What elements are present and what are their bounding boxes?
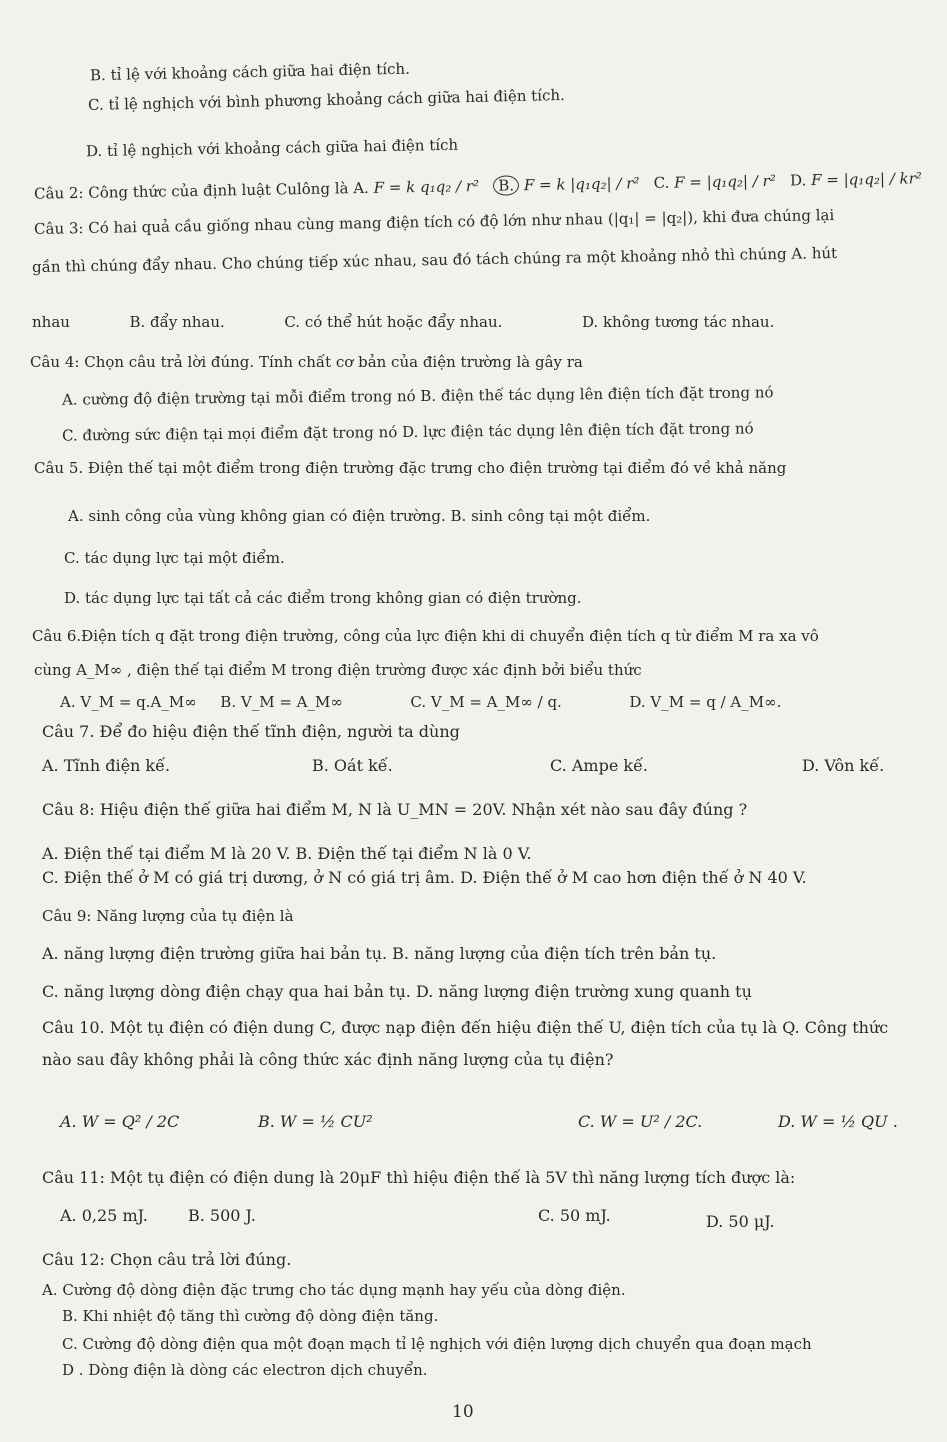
q5-stem: Câu 5. Điện thế tại một điểm trong điện trường đặc trưng cho điện trường tại điểm đó về khả năng: [34, 459, 787, 477]
q3-option-d: D. không tương tác nhau.: [581, 313, 775, 331]
q9-stem: Câu 9: Năng lượng của tụ điện là: [42, 907, 294, 925]
q12-option-c: C. Cường độ dòng điện qua một đoạn mạch tỉ lệ nghịch với điện lượng dịch chuyển qua đoạn mạch: [62, 1335, 812, 1353]
page-number: 10: [452, 1402, 474, 1422]
q10-option-d: D. W = ½ QU .: [778, 1112, 898, 1131]
q10-option-b: B. W = ½ CU²: [258, 1112, 373, 1131]
q2-c-label: C.: [653, 173, 670, 192]
q2-d-formula: F = |q₁q₂| / kr²: [810, 169, 922, 190]
q5-option-c: C. tác dụng lực tại một điểm.: [64, 549, 285, 567]
q3-option-a-cont: nhau: [32, 313, 70, 331]
q6-option-a: A. V_M = q.A_M∞: [60, 693, 197, 711]
q7-option-a: A. Tĩnh điện kế.: [42, 756, 171, 775]
q11-option-c: C. 50 mJ.: [538, 1206, 611, 1225]
q10-option-c: C. W = U² / 2C.: [578, 1112, 703, 1131]
q7-option-d: D. Vôn kế.: [802, 756, 885, 775]
q4-options-ab: A. cường độ điện trường tại mỗi điểm trong nó B. điện thế tác dụng lên điện tích đặt trong nó: [61, 383, 774, 409]
q9-options-ab: A. năng lượng điện trường giữa hai bản tụ. B. năng lượng của điện tích trên bản tụ.: [42, 944, 717, 963]
q6-option-c: C. V_M = A_M∞ / q.: [410, 693, 562, 711]
q3-line1: Câu 3: Có hai quả cầu giống nhau cùng mang điện tích có độ lớn như nhau (|q₁| = |q₂|), khi đưa chúng lại: [33, 206, 835, 238]
q3-option-c: C. có thể hút hoặc đẩy nhau.: [284, 313, 503, 331]
q3-line2: gần thì chúng đẩy nhau. Cho chúng tiếp xúc nhau, sau đó tách chúng ra một khoảng nhỏ thì chúng A. hút: [31, 243, 838, 277]
q7-option-b: B. Oát kế.: [312, 756, 393, 775]
q7-stem: Câu 7. Để đo hiệu điện thế tĩnh điện, người ta dùng: [42, 722, 460, 741]
q2-b-formula: F = k |q₁q₂| / r²: [523, 174, 640, 195]
q2-stem: Câu 2: Công thức của định luật Culông là: [33, 179, 349, 203]
q7-option-c: C. Ampe kế.: [550, 756, 648, 775]
q10-line1: Câu 10. Một tụ điện có điện dung C, được nạp điện đến hiệu điện thế U, điện tích của tụ là Q. Công thức: [42, 1018, 889, 1037]
q10-option-a: A. W = Q² / 2C: [60, 1112, 180, 1131]
q2-row: [34, 168, 922, 203]
q8-options-ab: A. Điện thế tại điểm M là 20 V. B. Điện thế tại điểm N là 0 V.: [42, 844, 532, 863]
q9-options-cd: C. năng lượng dòng điện chạy qua hai bản tụ. D. năng lượng điện trường xung quanh tụ: [42, 982, 752, 1001]
q12-option-a: A. Cường độ dòng điện đặc trưng cho tác dụng mạnh hay yếu của dòng điện.: [42, 1281, 626, 1299]
q6-option-d: D. V_M = q / A_M∞.: [629, 693, 782, 711]
q12-option-b: B. Khi nhiệt độ tăng thì cường độ dòng điện tăng.: [62, 1307, 439, 1325]
q3-option-b: B. đẩy nhau.: [129, 313, 225, 331]
q4-stem: Câu 4: Chọn câu trả lời đúng. Tính chất cơ bản của điện trường là gây ra: [30, 353, 583, 371]
q6-line1: Câu 6.Điện tích q đặt trong điện trường, công của lực điện khi di chuyển điện tích q từ điểm M ra xa vô: [32, 627, 819, 645]
q5-options-ab: A. sinh công của vùng không gian có điện trường. B. sinh công tại một điểm.: [68, 507, 651, 525]
q11-option-a: A. 0,25 mJ.: [60, 1206, 148, 1225]
q11-option-b: B. 500 J.: [188, 1206, 256, 1225]
q1-option-c: C. tỉ lệ nghịch với bình phương khoảng cách giữa hai điện tích.: [87, 86, 565, 114]
q2-a-label: A.: [353, 178, 370, 198]
q8-options-cd: C. Điện thế ở M có giá trị dương, ở N có giá trị âm. D. Điện thế ở M cao hơn điện thế ở N 40 V.: [42, 868, 807, 887]
q11-stem: Câu 11: Một tụ điện có điện dung là 20μF thì hiệu điện thế là 5V thì năng lượng tích được là:: [42, 1168, 796, 1187]
q5-option-d: D. tác dụng lực tại tất cả các điểm trong không gian có điện trường.: [64, 589, 582, 607]
q2-b-label: B.: [493, 175, 519, 195]
q6-options: [60, 692, 781, 712]
q2-c-formula: F = |q₁q₂| / r²: [674, 171, 776, 192]
q2-a-formula: F = k q₁q₂ / r²: [373, 176, 480, 197]
q6-option-b: B. V_M = A_M∞: [220, 693, 343, 711]
q3-line3: [32, 312, 774, 332]
q4-options-cd: C. đường sức điện tại mọi điểm đặt trong nó D. lực điện tác dụng lên điện tích đặt trong nó: [61, 419, 754, 445]
q2-d-label: D.: [789, 171, 807, 190]
q1-option-d: D. tỉ lệ nghịch với khoảng cách giữa hai điện tích: [85, 135, 459, 161]
q6-line2: cùng A_M∞ , điện thế tại điểm M trong điện trường được xác định bởi biểu thức: [34, 661, 642, 679]
q1-option-b: B. tỉ lệ với khoảng cách giữa hai điện tích.: [89, 59, 411, 85]
q10-line2: nào sau đây không phải là công thức xác định năng lượng của tụ điện?: [42, 1050, 614, 1069]
q8-stem: Câu 8: Hiệu điện thế giữa hai điểm M, N là U_MN = 20V. Nhận xét nào sau đây đúng ?: [42, 800, 748, 819]
q12-stem: Câu 12: Chọn câu trả lời đúng.: [42, 1250, 292, 1269]
q12-option-d: D . Dòng điện là dòng các electron dịch chuyển.: [62, 1361, 428, 1379]
q11-option-d: D. 50 μJ.: [706, 1212, 775, 1231]
